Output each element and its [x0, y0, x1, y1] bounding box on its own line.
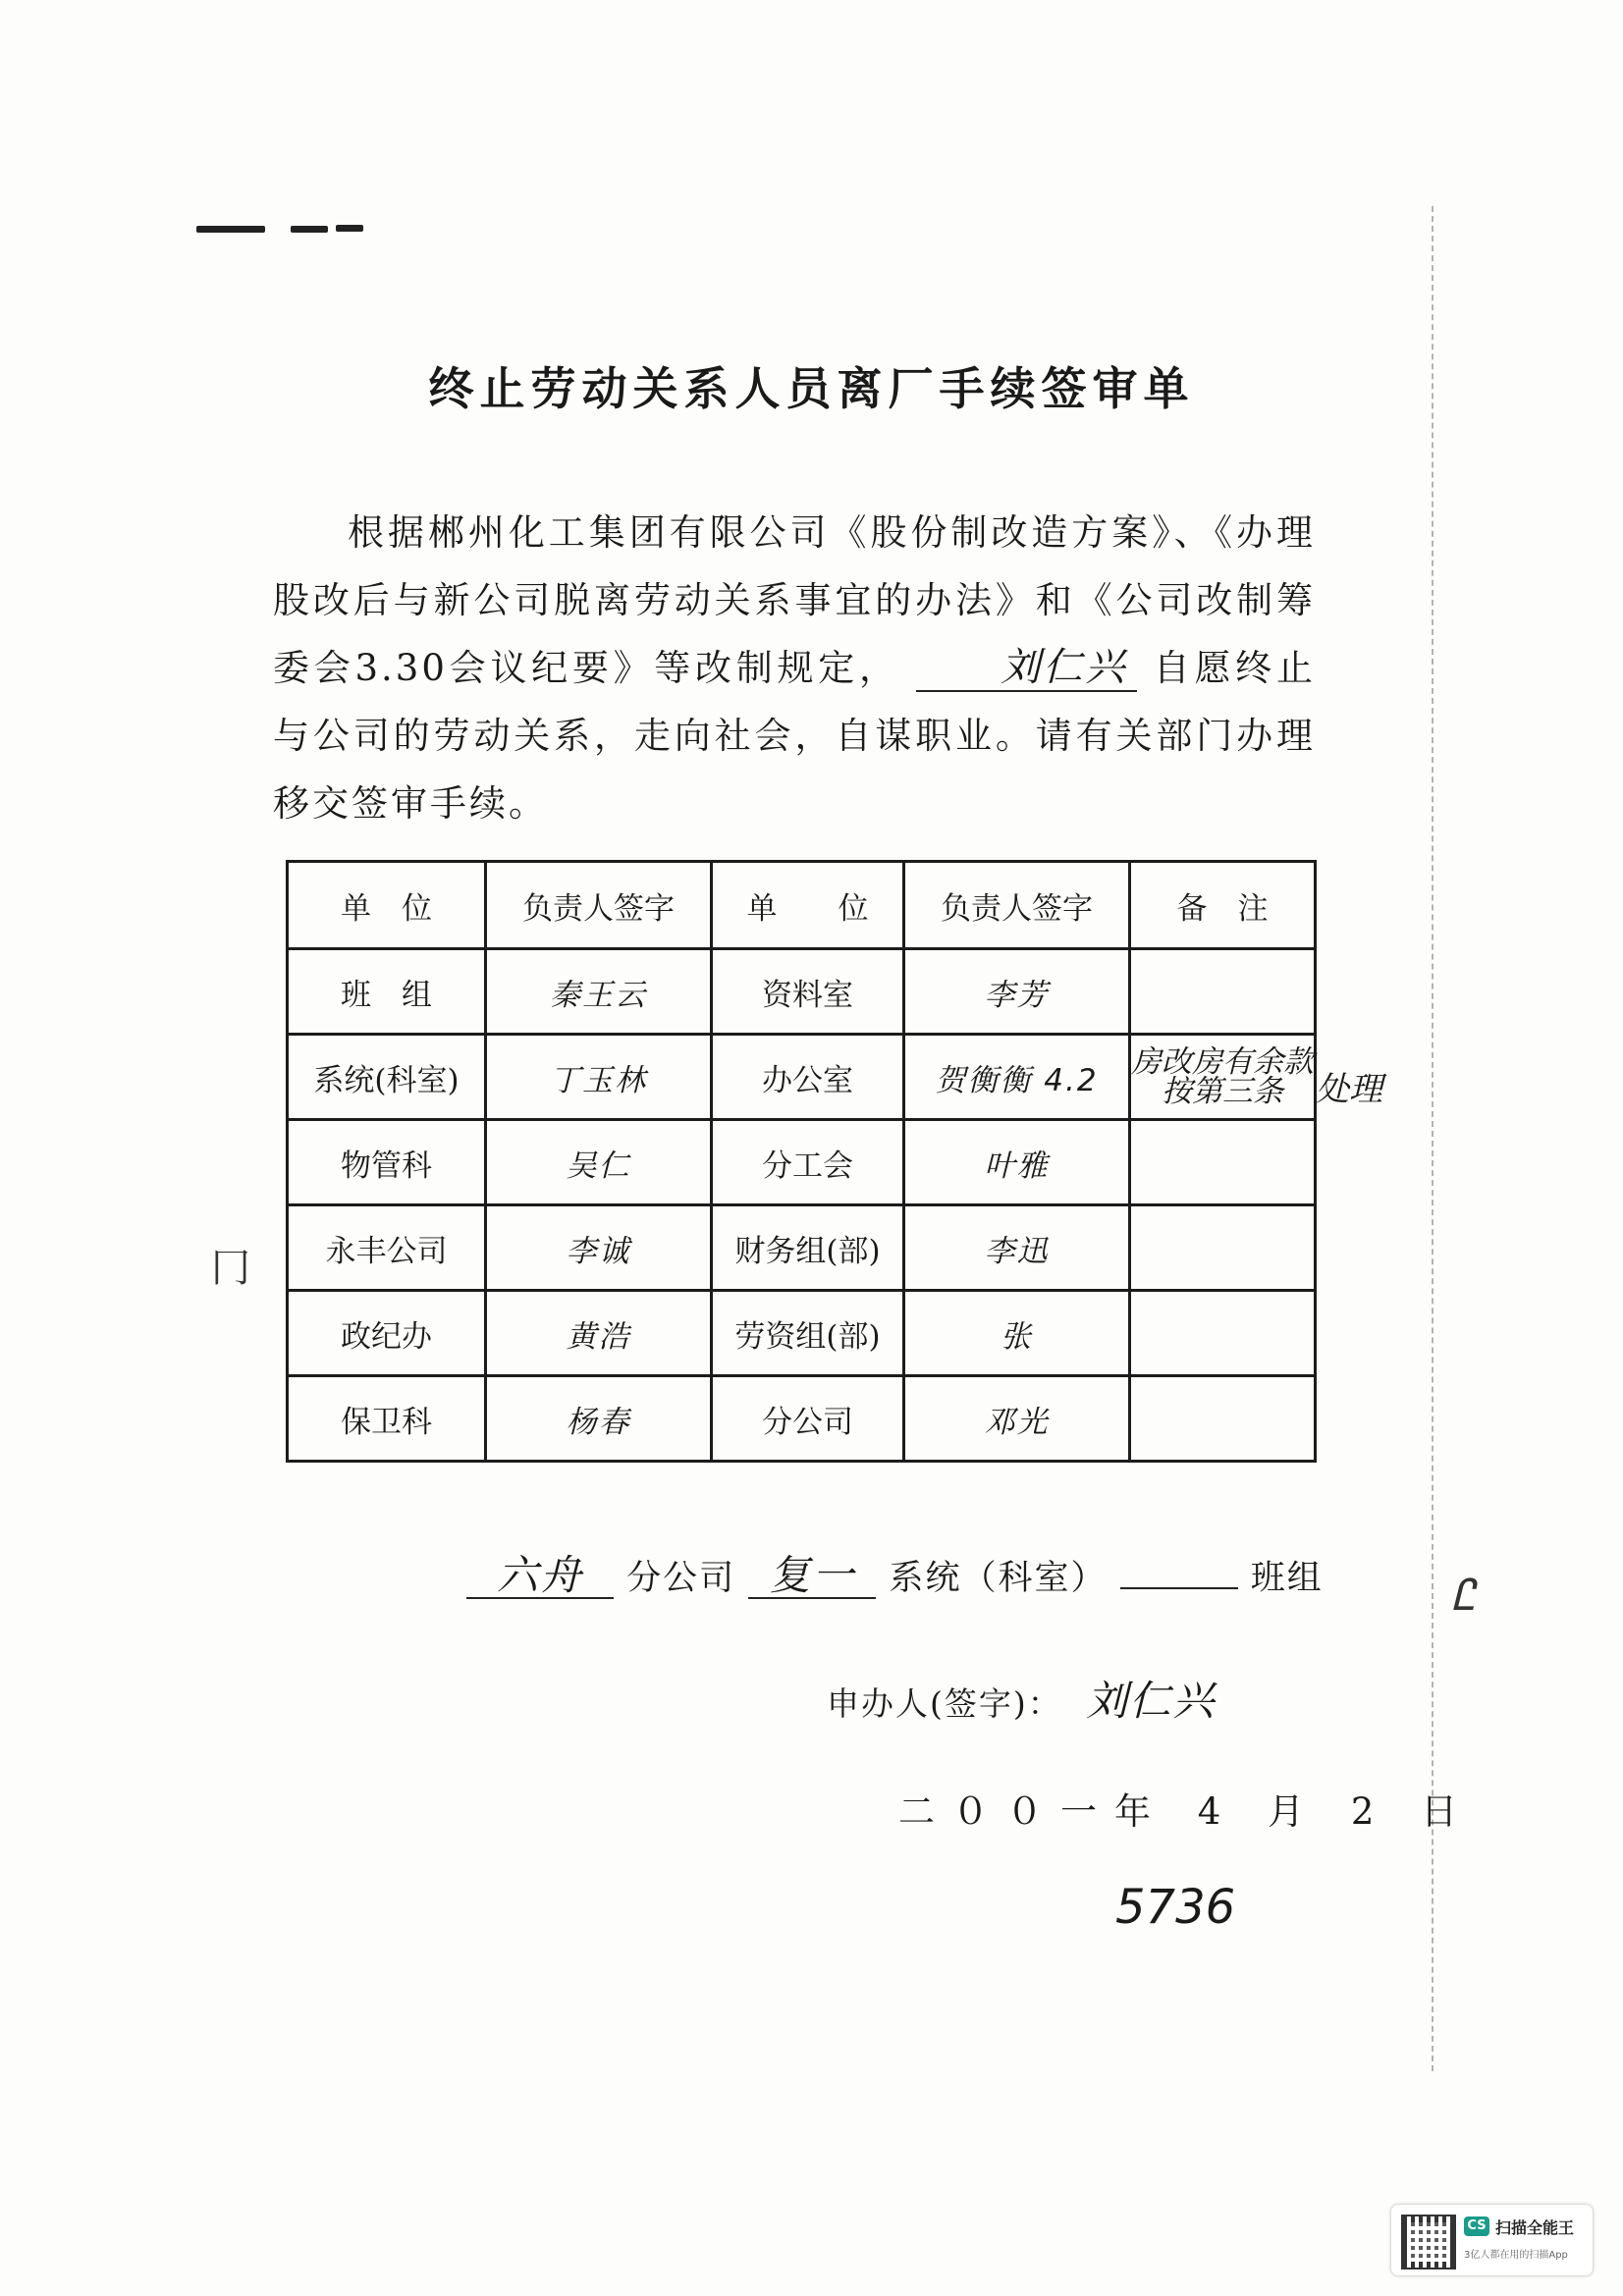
system-handwritten: 复一 [748, 1554, 876, 1599]
scan-mark-2 [291, 226, 328, 233]
signature-left: 杨春 [486, 1376, 712, 1462]
branch-handwritten: 六舟 [466, 1554, 614, 1599]
date-line: 二００一年 4 月 2 日 [898, 1790, 1476, 1833]
signature-right: 李迅 [904, 1205, 1130, 1291]
signature-left: 吴仁 [486, 1120, 712, 1205]
note-cell [1130, 1120, 1316, 1205]
scan-mark-1 [196, 226, 265, 233]
branch-label: 分公司 [626, 1559, 736, 1598]
system-label: 系统（科室） [889, 1559, 1108, 1598]
side-note-handwritten: 处理 [1316, 1070, 1382, 1109]
cs-logo-icon: CS [1464, 2216, 1489, 2236]
note-cell [1130, 1291, 1316, 1376]
watermark-title: 扫描全能王 [1495, 2218, 1575, 2237]
scan-mark-3 [336, 225, 363, 232]
body-text-after-name: 自愿终止与公司的劳动关系，走向社会，自谋职业。请有关部门办理移交签审手续。 [273, 647, 1317, 825]
unit-right: 分工会 [712, 1120, 904, 1205]
table-row [288, 1376, 1316, 1462]
unit-left: 保卫科 [288, 1376, 486, 1462]
signature-left: 黄浩 [486, 1291, 712, 1376]
unit-right: 分公司 [712, 1376, 904, 1462]
margin-mark-left: 冂 [211, 1246, 250, 1291]
watermark-subtitle: 3亿人都在用的扫描App [1464, 2250, 1568, 2261]
unit-left: 物管科 [288, 1120, 486, 1205]
header-unit-right: 单 位 [712, 862, 904, 949]
applicant-name-handwritten: 刘仁兴 [916, 645, 1137, 692]
note-cell: 房改房有余款 按第三条 [1130, 1035, 1316, 1120]
header-unit-left: 单 位 [288, 862, 486, 949]
header-note: 备 注 [1130, 862, 1316, 949]
signature-left: 秦王云 [486, 949, 712, 1035]
signature-right: 叶雅 [904, 1120, 1130, 1205]
team-blank [1120, 1587, 1238, 1589]
signature-right: 贺衡衡 4.2 [904, 1035, 1130, 1120]
unit-right: 财务组(部) [712, 1205, 904, 1291]
applicant-label: 申办人(签字)： [827, 1684, 1062, 1723]
scanner-watermark [1390, 2204, 1594, 2276]
team-label: 班组 [1250, 1559, 1324, 1598]
unit-left: 永丰公司 [288, 1205, 486, 1291]
applicant-line [827, 1669, 1216, 1728]
body-paragraph [273, 499, 1316, 837]
header-sign-right: 负责人签字 [904, 862, 1130, 949]
unit-right: 劳资组(部) [712, 1291, 904, 1376]
signature-right: 李芳 [904, 949, 1130, 1035]
document-title: 终止劳动关系人员离厂手续签审单 [428, 362, 1195, 415]
table-row [288, 1291, 1316, 1376]
note-cell [1130, 949, 1316, 1035]
margin-mark-right: Ꮭ [1451, 1571, 1476, 1621]
signature-right: 张 [904, 1291, 1130, 1376]
note-cell [1130, 1205, 1316, 1291]
signature-left: 李诚 [486, 1205, 712, 1291]
note-cell [1130, 1376, 1316, 1462]
qr-code-icon [1401, 2215, 1456, 2269]
table-row [288, 1205, 1316, 1291]
body-text-before-name: 根据郴州化工集团有限公司《股份制改造方案》、《办理股改后与新公司脱离劳动关系事宜的办法》和《公司改制筹委会3.30会议纪要》等改制规定， [273, 511, 1316, 689]
signature-right: 邓光 [904, 1376, 1130, 1462]
table-header-row [288, 862, 1316, 949]
unit-right: 办公室 [712, 1035, 904, 1120]
header-sign-left: 负责人签字 [486, 862, 712, 949]
table-row [288, 1035, 1316, 1120]
unit-left: 政纪办 [288, 1291, 486, 1376]
table-row [288, 949, 1316, 1035]
applicant-signature: 刘仁兴 [1086, 1677, 1217, 1725]
table-row [288, 1120, 1316, 1205]
unit-line [466, 1551, 1330, 1600]
signature-table [286, 860, 1317, 1463]
unit-left: 系统(科室) [288, 1035, 486, 1120]
unit-left: 班 组 [288, 949, 486, 1035]
unit-right: 资料室 [712, 949, 904, 1035]
signature-left: 丁玉林 [486, 1035, 712, 1120]
memo-number-handwritten: 5736 [1115, 1880, 1236, 1935]
